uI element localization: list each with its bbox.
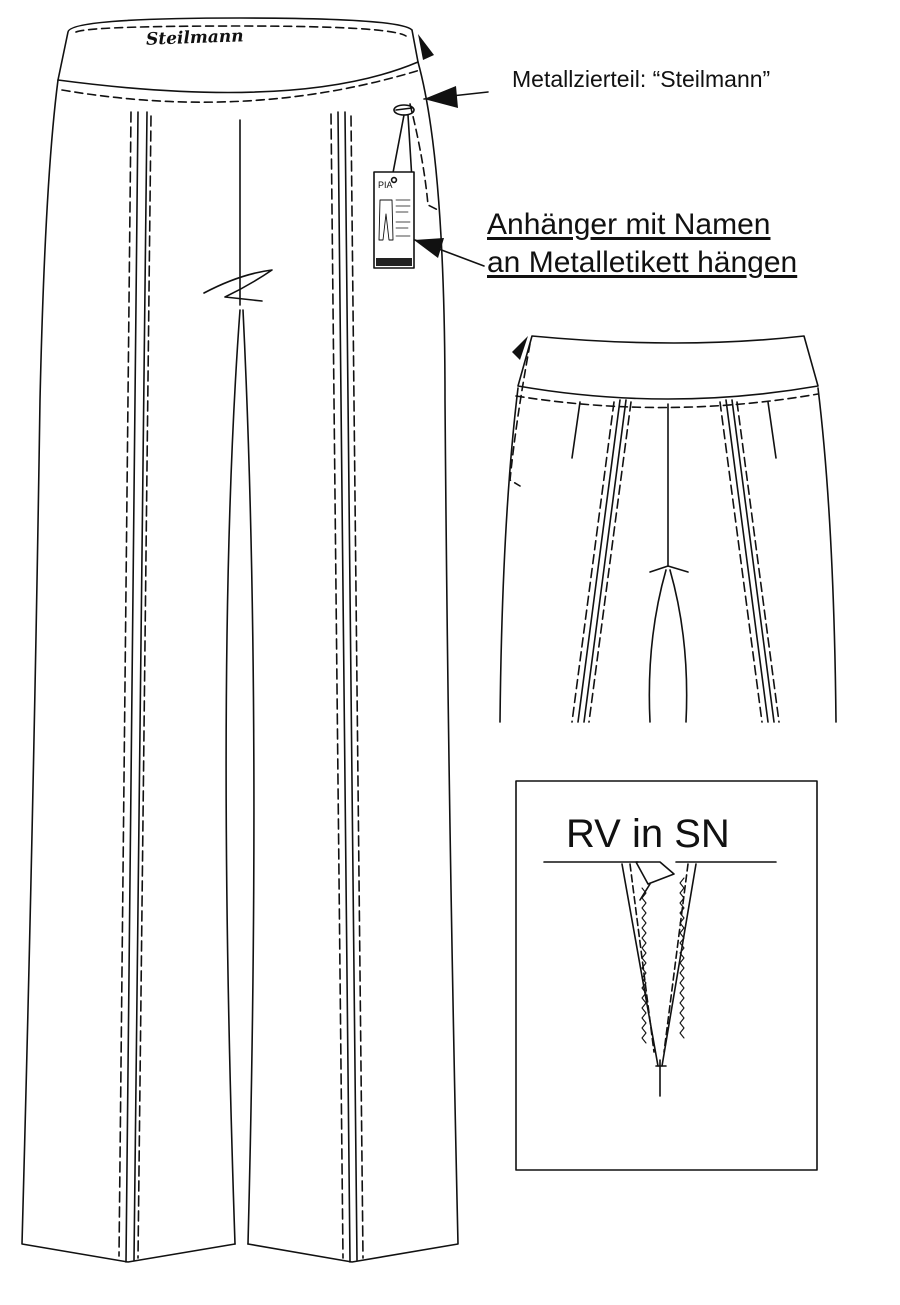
back-side-stitch-left xyxy=(510,344,530,486)
crease-right-stitch xyxy=(331,114,343,1258)
back-crease-left-stitch xyxy=(572,402,614,722)
tag-string xyxy=(392,115,412,180)
metal-emblem-detail xyxy=(396,108,412,110)
back-inseam-right xyxy=(670,570,687,722)
back-inseam-left xyxy=(649,570,666,722)
back-dart-right xyxy=(768,402,776,458)
front-view xyxy=(22,18,488,1262)
back-view xyxy=(500,336,836,722)
crease-right-inner xyxy=(345,112,357,1260)
back-crotch-vee xyxy=(650,566,688,572)
back-crease-right xyxy=(726,400,768,722)
zipper-right-edge xyxy=(662,864,696,1066)
front-inseam-right xyxy=(243,310,254,1244)
waistband-brand-text: Steilmann xyxy=(145,26,244,50)
metal-part-label: Metallzierteil: “Steilmann” xyxy=(512,66,771,92)
back-crease-left-b xyxy=(584,400,626,722)
back-waistband-stitch xyxy=(516,394,818,408)
back-crease-right-stitch xyxy=(720,402,762,722)
back-crease-right-b xyxy=(732,400,774,722)
zipper-left-edge xyxy=(622,864,658,1066)
hang-tag-label-line1: Anhänger mit Namen xyxy=(487,208,771,241)
back-outer-right xyxy=(818,388,836,722)
back-waistband xyxy=(518,336,818,399)
arrowhead-hang-tag xyxy=(414,238,444,258)
zipper-pull xyxy=(636,862,674,900)
hang-tag-name: PIA xyxy=(378,180,393,190)
back-crease-right-stitch2 xyxy=(737,402,779,722)
zipper-teeth xyxy=(642,878,684,1043)
front-inseam-left xyxy=(226,310,240,1244)
crease-right xyxy=(338,112,350,1262)
arrowhead-waistband xyxy=(418,34,434,60)
back-crease-left xyxy=(578,400,620,722)
back-dart-left xyxy=(572,402,580,458)
hang-tag-barcode xyxy=(376,258,412,266)
fly-tab xyxy=(204,270,272,301)
crease-right-stitch2 xyxy=(351,116,363,1258)
arrowhead-metal-part xyxy=(424,86,458,108)
hang-tag-label-line2: an Metalletikett hängen xyxy=(487,246,798,279)
zipper-end xyxy=(656,1060,666,1096)
zipper-detail-label: RV in SN xyxy=(566,812,730,856)
back-crease-left-stitch2 xyxy=(589,402,631,722)
crease-left-stitch xyxy=(119,112,131,1256)
